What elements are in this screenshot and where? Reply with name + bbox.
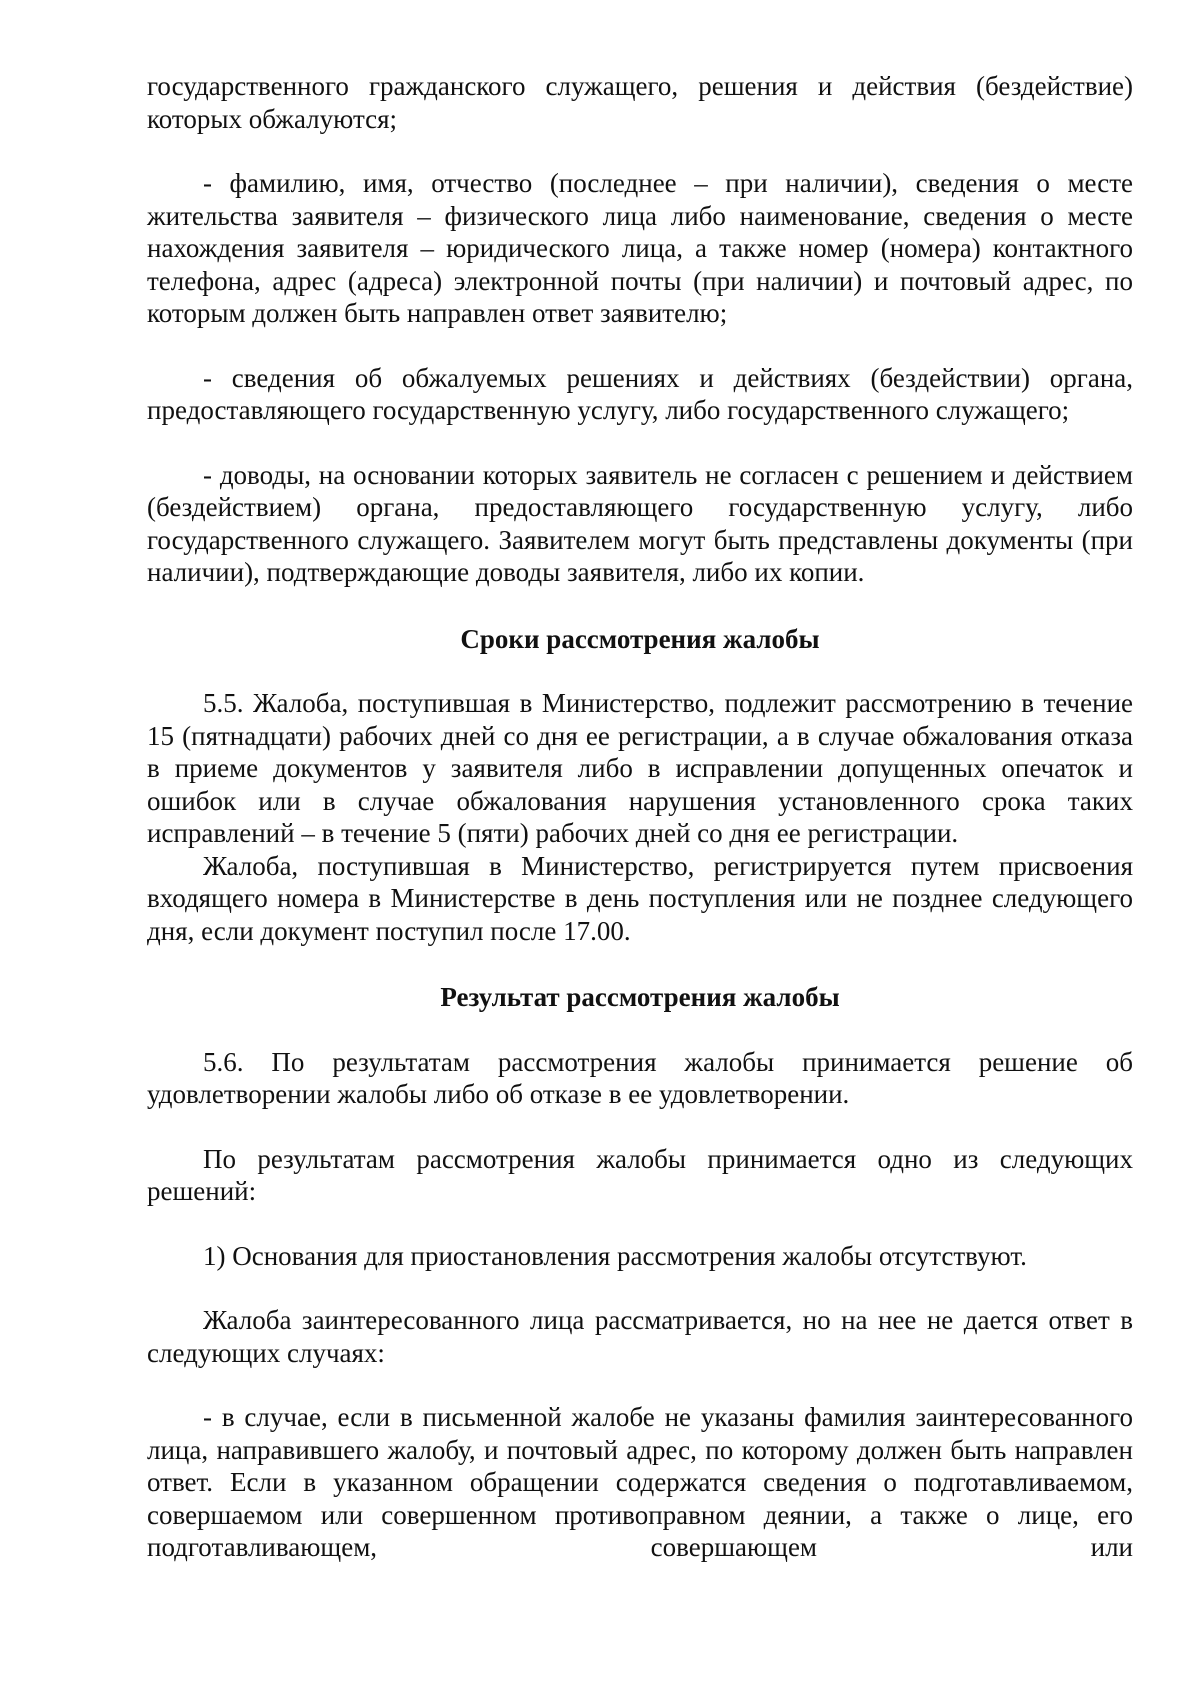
- paragraph-bullet-arguments: - доводы, на основании которых заявитель не согласен с решением и действием (бездействием) органа, предоставляющего государственную услугу, либо государственного служащего. Заявителем могут быть представлены документы (при наличии), подтверждающие доводы заявителя, либо их копии.: [147, 459, 1133, 587]
- paragraph-intro: государственного гражданского служащего, решения и действия (бездействие) которых обжалуются;: [147, 71, 1133, 134]
- heading-complaint-terms: Сроки рассмотрения жалобы: [460, 623, 820, 654]
- paragraph-5-5: 5.5. Жалоба, поступившая в Министерство, подлежит рассмотрению в течение 15 (пятнадцати) рабочих дней со дня ее регистрации, а в случае обжалования отказа в приеме документов у заявителя либо в исправлении допущенных опечаток и ошибок или в случае обжалования нарушения установленного срока таких исправлений – в течение 5 (пяти) рабочих дней со дня ее регистрации.: [147, 688, 1133, 848]
- paragraph-bullet-decisions: - сведения об обжалуемых решениях и действиях (бездействии) органа, предоставляющего государственную услугу, либо государственного служащего;: [147, 362, 1133, 425]
- document-page: [147, 70, 1133, 1564]
- paragraph-no-answer: Жалоба заинтересованного лица рассматривается, но на нее не дается ответ в следующих случаях:: [147, 1305, 1133, 1368]
- paragraph-registration: Жалоба, поступившая в Министерство, регистрируется путем присвоения входящего номера в Министерстве в день поступления или не позднее следующего дня, если документ поступил после 17.00.: [147, 850, 1133, 946]
- paragraph-bullet-full-name: - фамилию, имя, отчество (последнее – при наличии), сведения о месте жительства заявителя – физического лица либо наименование, сведения о месте нахождения заявителя – юридического лица, а также номер (номера) контактного телефона, адрес (адреса) электронной почты (при наличии) и почтовый адрес, по которым должен быть направлен ответ заявителю;: [147, 168, 1133, 328]
- heading-complaint-result: Результат рассмотрения жалобы: [440, 982, 840, 1012]
- paragraph-decisions: По результатам рассмотрения жалобы принимается одно из следующих решений:: [147, 1143, 1133, 1206]
- paragraph-5-6: 5.6. По результатам рассмотрения жалобы принимается решение об удовлетворении жалобы либо об отказе в ее удовлетворении.: [147, 1046, 1133, 1109]
- paragraph-case-1: - в случае, если в письменной жалобе не указаны фамилия заинтересованного лица, направившего жалобу, и почтовый адрес, по которому должен быть направлен ответ. Если в указанном обращении содержатся сведения о подготавливаемом, совершаемом или совершенном противоправном деянии, а также о лице, его подготавливающем, совершающем или: [147, 1402, 1133, 1562]
- paragraph-item-1: 1) Основания для приостановления рассмотрения жалобы отсутствуют.: [203, 1240, 1027, 1271]
